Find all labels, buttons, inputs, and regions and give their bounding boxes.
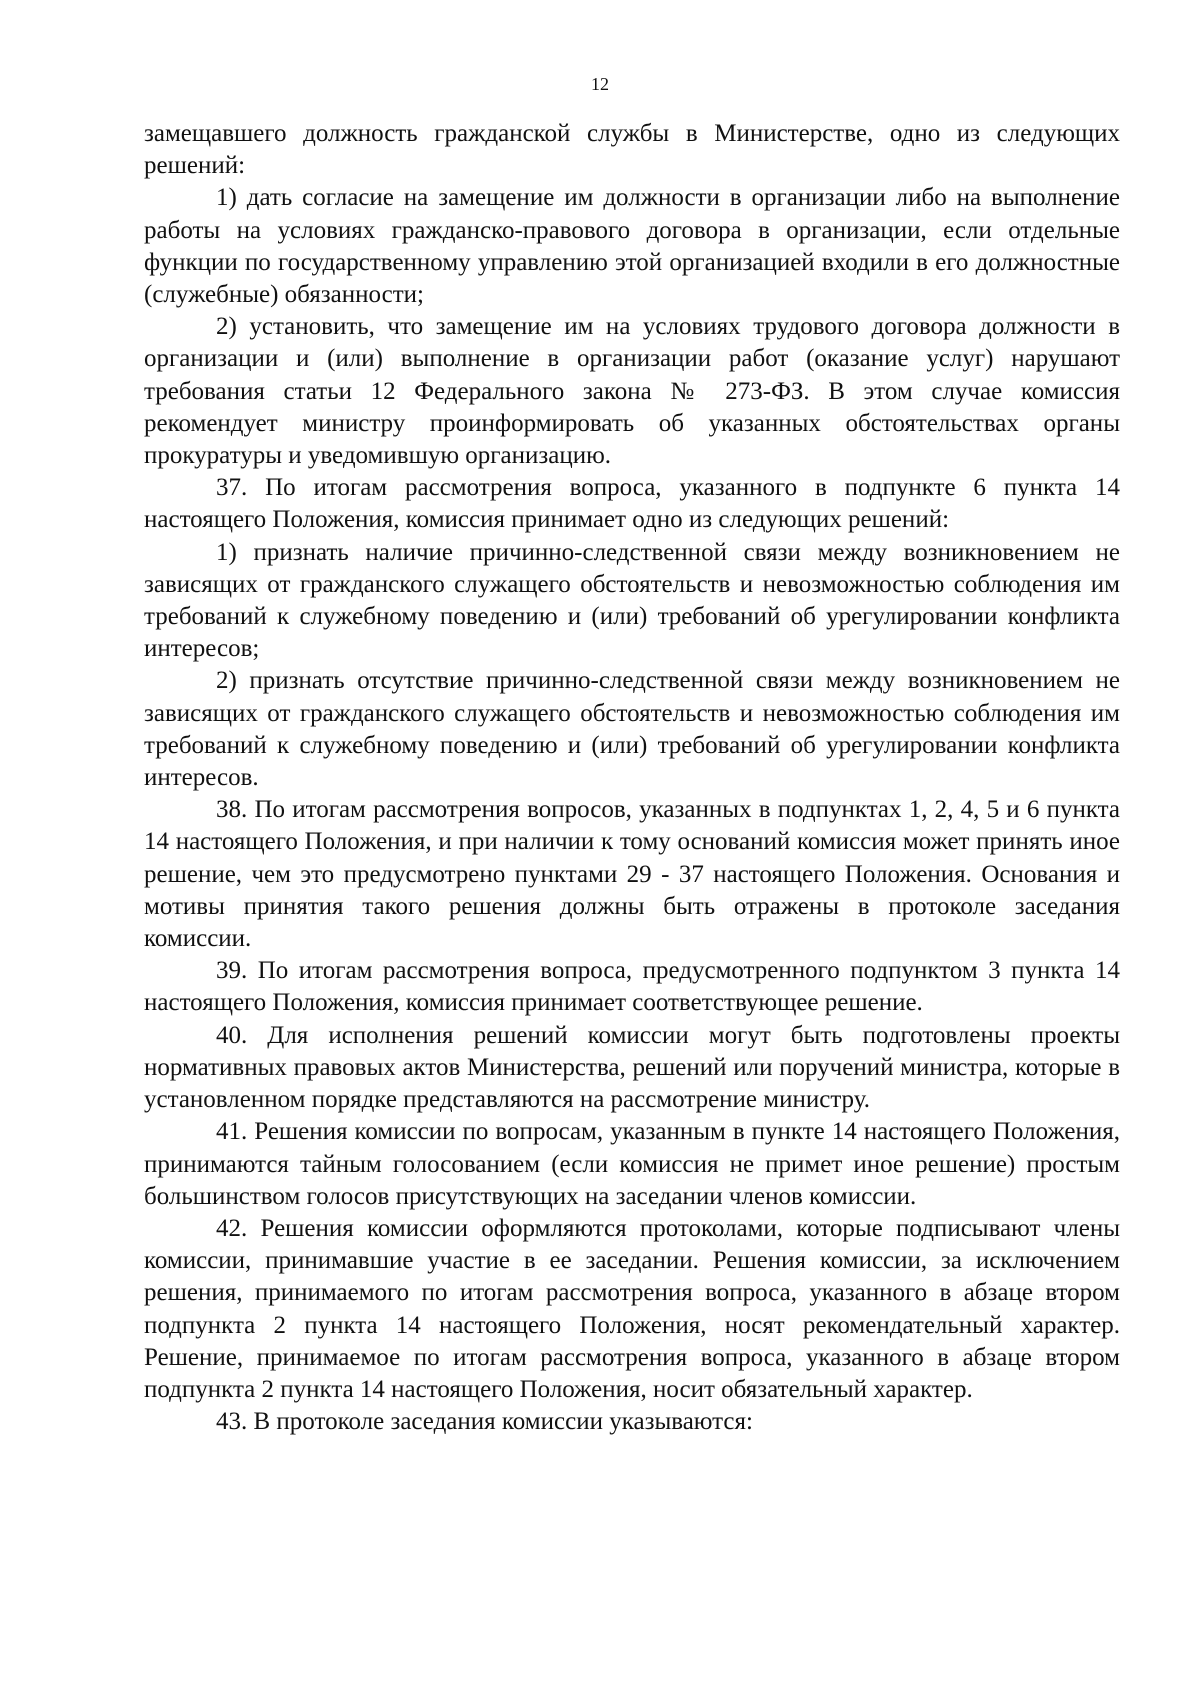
document-body [144,118,1120,1438]
paragraph-41: 41. Решения комиссии по вопросам, указанным в пункте 14 настоящего Положения, принимаются тайным голосованием (если комиссия не примет иное решение) простым большинством голосов присутствующих на заседании членов комиссии. [144,1118,1120,1210]
paragraph-37-item-2: 2) признать отсутствие причинно-следственной связи между возникновением не зависящих от гражданского служащего обстоятельств и невозможностью соблюдения им требований к служебному поведению и (или) требований об урегулировании конфликта интересов. [144,667,1120,792]
paragraph-item-1: 1) дать согласие на замещение им должности в организации либо на выполнение работы на условиях гражданско-правового договора в организации, если отдельные функции по государственному управлению этой организацией входили в его должностные (служебные) обязанности; [144,184,1120,309]
paragraph-38: 38. По итогам рассмотрения вопросов, указанных в подпунктах 1, 2, 4, 5 и 6 пункта 14 настоящего Положения, и при наличии к тому оснований комиссия может принять иное решение, чем это предусмотрено пунктами 29 - 37 настоящего Положения. Основания и мотивы принятия такого решения должны быть отражены в протоколе заседания комиссии. [144,796,1120,953]
paragraph-37-item-1: 1) признать наличие причинно-следственной связи между возникновением не зависящих от гражданского служащего обстоятельств и невозможностью соблюдения им требований к служебному поведению и (или) требований об урегулировании конфликта интересов; [144,538,1120,663]
paragraph-42: 42. Решения комиссии оформляются протоколами, которые подписывают члены комиссии, принимавшие участие в ее заседании. Решения комиссии, за исключением решения, принимаемого по итогам рассмотрения вопроса, указанного в абзаце втором подпункта 2 пункта 14 настоящего Положения, носят рекомендательный характер. Решение, принимаемое по итогам рассмотрения вопроса, указанного в абзаце втором подпункта 2 пункта 14 настоящего Положения, носит обязательный характер. [144,1214,1120,1403]
paragraph-item-2: 2) установить, что замещение им на условиях трудового договора должности в организации и (или) выполнение в организации работ (оказание услуг) нарушают требования статьи 12 Федерального закона № 273-ФЗ. В этом случае комиссия рекомендует министру проинформировать об указанных обстоятельствах органы прокуратуры и уведомившую организацию. [144,313,1120,470]
paragraph-continuation: замещавшего должность гражданской службы в Министерстве, одно из следующих решений: [144,120,1120,180]
page-number: 12 [591,74,609,94]
paragraph-37: 37. По итогам рассмотрения вопроса, указанного в подпункте 6 пункта 14 настоящего Положения, комиссия принимает одно из следующих решений: [144,474,1120,534]
paragraph-43: 43. В протоколе заседания комиссии указываются: [216,1408,753,1436]
paragraph-40: 40. Для исполнения решений комиссии могут быть подготовлены проекты нормативных правовых актов Министерства, решений или поручений министра, которые в установленном порядке представляются на рассмотрение министру. [144,1021,1120,1114]
paragraph-39: 39. По итогам рассмотрения вопроса, предусмотренного подпунктом 3 пункта 14 настоящего Положения, комиссия принимает соответствующее решение. [144,957,1120,1017]
